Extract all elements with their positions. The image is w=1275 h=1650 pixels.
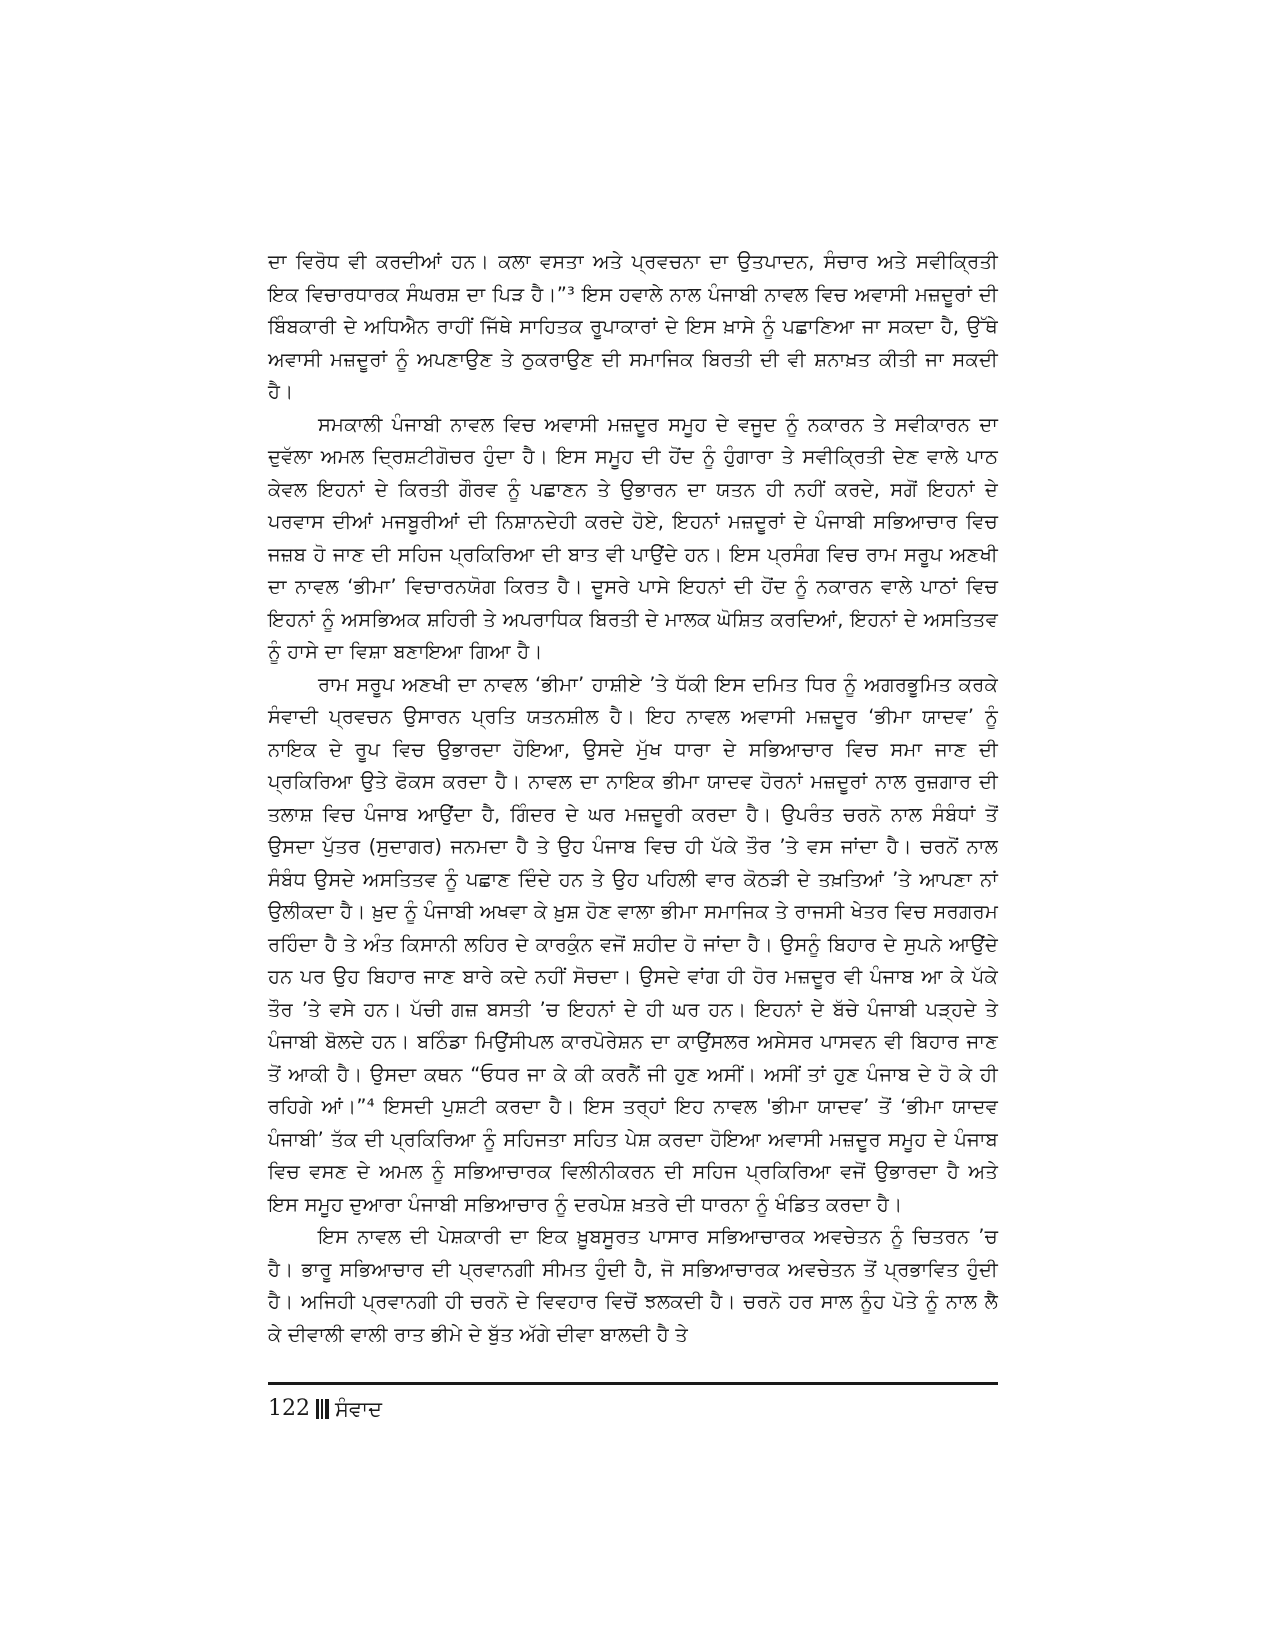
separator-bars-icon [316,1398,329,1420]
footer-divider [268,1382,998,1385]
page-footer [268,1394,382,1424]
journal-title: ਸੰਵਾਦ [335,1397,383,1421]
page-number: 122 [268,1396,310,1421]
paragraph: ਇਸ ਨਾਵਲ ਦੀ ਪੇਸ਼ਕਾਰੀ ਦਾ ਇਕ ਖ਼ੂਬਸੂਰਤ ਪਾਸਾਰ ਸਭਿਆਚਾਰਕ ਅਵਚੇਤਨ ਨੂੰ ਚਿਤਰਨ ’ਚ ਹੈ। ਭਾਰੂ ਸਭਿਆਚਾਰ ਦੀ ਪ੍ਰਵਾਨਗੀ ਸੀਮਤ ਹੁੰਦੀ ਹੈ, ਜੋ ਸਭਿਆਚਾਰਕ ਅਵਚੇਤਨ ਤੋਂ ਪ੍ਰਭਾਵਿਤ ਹੁੰਦੀ ਹੈ। ਅਜਿਹੀ ਪ੍ਰਵਾਨਗੀ ਹੀ ਚਰਨੋ ਦੇ ਵਿਵਹਾਰ ਵਿਚੋਂ ਝਲਕਦੀ ਹੈ। ਚਰਨੋ ਹਰ ਸਾਲ ਨੂੰਹ ਪੋਤੇ ਨੂੰ ਨਾਲ ਲੈ ਕੇ ਦੀਵਾਲੀ ਵਾਲੀ ਰਾਤ ਭੀਮੇ ਦੇ ਬੁੱਤ ਅੱਗੇ ਦੀਵਾ ਬਾਲਦੀ ਹੈ ਤੇ [268,1225,998,1346]
paragraph: ਸਮਕਾਲੀ ਪੰਜਾਬੀ ਨਾਵਲ ਵਿਚ ਅਵਾਸੀ ਮਜ਼ਦੂਰ ਸਮੂਹ ਦੇ ਵਜੂਦ ਨੂੰ ਨਕਾਰਨ ਤੇ ਸਵੀਕਾਰਨ ਦਾ ਦੁਵੱਲਾ ਅਮਲ ਦ੍ਰਿਸ਼ਟੀਗੋਚਰ ਹੁੰਦਾ ਹੈ। ਇਸ ਸਮੂਹ ਦੀ ਹੋਂਦ ਨੂੰ ਹੁੰਗਾਰਾ ਤੇ ਸਵੀਕ੍ਰਿਤੀ ਦੇਣ ਵਾਲੇ ਪਾਠ ਕੇਵਲ ਇਹਨਾਂ ਦੇ ਕਿਰਤੀ ਗੌਰਵ ਨੂੰ ਪਛਾਣਨ ਤੇ ਉਭਾਰਨ ਦਾ ਯਤਨ ਹੀ ਨਹੀਂ ਕਰਦੇ, ਸਗੋਂ ਇਹਨਾਂ ਦੇ ਪਰਵਾਸ ਦੀਆਂ ਮਜਬੂਰੀਆਂ ਦੀ ਨਿਸ਼ਾਨਦੇਹੀ ਕਰਦੇ ਹੋਏ, ਇਹਨਾਂ ਮਜ਼ਦੂਰਾਂ ਦੇ ਪੰਜਾਬੀ ਸਭਿਆਚਾਰ ਵਿਚ ਜਜ਼ਬ ਹੋ ਜਾਣ ਦੀ ਸਹਿਜ ਪ੍ਰਕਿਰਿਆ ਦੀ ਬਾਤ ਵੀ ਪਾਉਂਦੇ ਹਨ। ਇਸ ਪ੍ਰਸੰਗ ਵਿਚ ਰਾਮ ਸਰੂਪ ਅਣਖੀ ਦਾ ਨਾਵਲ ‘ਭੀਮਾ’ ਵਿਚਾਰਨਯੋਗ ਕਿਰਤ ਹੈ। ਦੂਸਰੇ ਪਾਸੇ ਇਹਨਾਂ ਦੀ ਹੋਂਦ ਨੂੰ ਨਕਾਰਨ ਵਾਲੇ ਪਾਠਾਂ ਵਿਚ ਇਹਨਾਂ ਨੂੰ ਅਸਭਿਅਕ ਸ਼ਹਿਰੀ ਤੇ ਅਪਰਾਧਿਕ ਬਿਰਤੀ ਦੇ ਮਾਲਕ ਘੋਸ਼ਿਤ ਕਰਦਿਆਂ, ਇਹਨਾਂ ਦੇ ਅਸਤਿਤਵ ਨੂੰ ਹਾਸੇ ਦਾ ਵਿਸ਼ਾ ਬਣਾਇਆ ਗਿਆ ਹੈ। [268,412,998,663]
body-text [268,246,998,1351]
paragraph-continued: ਦਾ ਵਿਰੋਧ ਵੀ ਕਰਦੀਆਂ ਹਨ। ਕਲਾ ਵਸਤਾ ਅਤੇ ਪ੍ਰਵਚਨਾ ਦਾ ਉਤਪਾਦਨ, ਸੰਚਾਰ ਅਤੇ ਸਵੀਕ੍ਰਿਤੀ ਇਕ ਵਿਚਾਰਧਾਰਕ ਸੰਘਰਸ਼ ਦਾ ਪਿੜ ਹੈ।”³ ਇਸ ਹਵਾਲੇ ਨਾਲ ਪੰਜਾਬੀ ਨਾਵਲ ਵਿਚ ਅਵਾਸੀ ਮਜ਼ਦੂਰਾਂ ਦੀ ਬਿੰਬਕਾਰੀ ਦੇ ਅਧਿਐਨ ਰਾਹੀਂ ਜਿੱਥੇ ਸਾਹਿਤਕ ਰੂਪਾਕਾਰਾਂ ਦੇ ਇਸ ਖ਼ਾਸੇ ਨੂੰ ਪਛਾਣਿਆ ਜਾ ਸਕਦਾ ਹੈ, ਉੱਥੇ ਅਵਾਸੀ ਮਜ਼ਦੂਰਾਂ ਨੂੰ ਅਪਣਾਉਣ ਤੇ ਠੁਕਰਾਉਣ ਦੀ ਸਮਾਜਿਕ ਬਿਰਤੀ ਦੀ ਵੀ ਸ਼ਨਾਖ਼ਤ ਕੀਤੀ ਜਾ ਸਕਦੀ ਹੈ। [268,250,998,403]
paragraph: ਰਾਮ ਸਰੂਪ ਅਣਖੀ ਦਾ ਨਾਵਲ ‘ਭੀਮਾ’ ਹਾਸ਼ੀਏ ’ਤੇ ਧੱਕੀ ਇਸ ਦਮਿਤ ਧਿਰ ਨੂੰ ਅਗਰਭੂਮਿਤ ਕਰਕੇ ਸੰਵਾਦੀ ਪ੍ਰਵਚਨ ਉਸਾਰਨ ਪ੍ਰਤਿ ਯਤਨਸ਼ੀਲ ਹੈ। ਇਹ ਨਾਵਲ ਅਵਾਸੀ ਮਜ਼ਦੂਰ ‘ਭੀਮਾ ਯਾਦਵ’ ਨੂੰ ਨਾਇਕ ਦੇ ਰੂਪ ਵਿਚ ਉਭਾਰਦਾ ਹੋਇਆ, ਉਸਦੇ ਮੁੱਖ ਧਾਰਾ ਦੇ ਸਭਿਆਚਾਰ ਵਿਚ ਸਮਾ ਜਾਣ ਦੀ ਪ੍ਰਕਿਰਿਆ ਉਤੇ ਫੋਕਸ ਕਰਦਾ ਹੈ। ਨਾਵਲ ਦਾ ਨਾਇਕ ਭੀਮਾ ਯਾਦਵ ਹੋਰਨਾਂ ਮਜ਼ਦੂਰਾਂ ਨਾਲ ਰੁਜ਼ਗਾਰ ਦੀ ਤਲਾਸ਼ ਵਿਚ ਪੰਜਾਬ ਆਉਂਦਾ ਹੈ, ਗਿੰਦਰ ਦੇ ਘਰ ਮਜ਼ਦੂਰੀ ਕਰਦਾ ਹੈ। ਉਪਰੰਤ ਚਰਨੋ ਨਾਲ ਸੰਬੰਧਾਂ ਤੋਂ ਉਸਦਾ ਪੁੱਤਰ (ਸੁਦਾਗਰ) ਜਨਮਦਾ ਹੈ ਤੇ ਉਹ ਪੰਜਾਬ ਵਿਚ ਹੀ ਪੱਕੇ ਤੌਰ ’ਤੇ ਵਸ ਜਾਂਦਾ ਹੈ। ਚਰਨੋਂ ਨਾਲ ਸੰਬੰਧ ਉਸਦੇ ਅਸਤਿਤਵ ਨੂੰ ਪਛਾਣ ਦਿੰਦੇ ਹਨ ਤੇ ਉਹ ਪਹਿਲੀ ਵਾਰ ਕੋਠੜੀ ਦੇ ਤਖ਼ਤਿਆਂ ’ਤੇ ਆਪਣਾ ਨਾਂ ਉਲੀਕਦਾ ਹੈ। ਖ਼ੁਦ ਨੂੰ ਪੰਜਾਬੀ ਅਖਵਾ ਕੇ ਖ਼ੁਸ਼ ਹੋਣ ਵਾਲਾ ਭੀਮਾ ਸਮਾਜਿਕ ਤੇ ਰਾਜਸੀ ਖੇਤਰ ਵਿਚ ਸਰਗਰਮ ਰਹਿੰਦਾ ਹੈ ਤੇ ਅੰਤ ਕਿਸਾਨੀ ਲਹਿਰ ਦੇ ਕਾਰਕੁੰਨ ਵਜੋਂ ਸ਼ਹੀਦ ਹੋ ਜਾਂਦਾ ਹੈ। ਉਸਨੂੰ ਬਿਹਾਰ ਦੇ ਸੁਪਨੇ ਆਉਂਦੇ ਹਨ ਪਰ ਉਹ ਬਿਹਾਰ ਜਾਣ ਬਾਰੇ ਕਦੇ ਨਹੀਂ ਸੋਚਦਾ। ਉਸਦੇ ਵਾਂਗ ਹੀ ਹੋਰ ਮਜ਼ਦੂਰ ਵੀ ਪੰਜਾਬ ਆ ਕੇ ਪੱਕੇ ਤੌਰ ’ਤੇ ਵਸੇ ਹਨ। ਪੱਚੀ ਗਜ਼ ਬਸਤੀ ’ਚ ਇਹਨਾਂ ਦੇ ਹੀ ਘਰ ਹਨ। ਇਹਨਾਂ ਦੇ ਬੱਚੇ ਪੰਜਾਬੀ ਪੜ੍ਹਦੇ ਤੇ ਪੰਜਾਬੀ ਬੋਲਦੇ ਹਨ। ਬਠਿੰਡਾ ਮਿਉਂਸੀਪਲ ਕਾਰਪੋਰੇਸ਼ਨ ਦਾ ਕਾਉਂਸਲਰ ਅਸੇਸਰ ਪਾਸਵਨ ਵੀ ਬਿਹਾਰ ਜਾਣ ਤੋਂ ਆਕੀ ਹੈ। ਉਸਦਾ ਕਥਨ “ਓਧਰ ਜਾ ਕੇ ਕੀ ਕਰਨੈਂ ਜੀ ਹੁਣ ਅਸੀਂ। ਅਸੀਂ ਤਾਂ ਹੁਣ ਪੰਜਾਬ ਦੇ ਹੋ ਕੇ ਹੀ ਰਹਿਗੇ ਆਂ।”⁴ ਇਸਦੀ ਪੁਸ਼ਟੀ ਕਰਦਾ ਹੈ। ਇਸ ਤਰ੍ਹਾਂ ਇਹ ਨਾਵਲ 'ਭੀਮਾ ਯਾਦਵ’ ਤੋਂ ‘ਭੀਮਾ ਯਾਦਵ ਪੰਜਾਬੀ’ ਤੱਕ ਦੀ ਪ੍ਰਕਿਰਿਆ ਨੂੰ ਸਹਿਜਤਾ ਸਹਿਤ ਪੇਸ਼ ਕਰਦਾ ਹੋਇਆ ਅਵਾਸੀ ਮਜ਼ਦੂਰ ਸਮੂਹ ਦੇ ਪੰਜਾਬ ਵਿਚ ਵਸਣ ਦੇ ਅਮਲ ਨੂੰ ਸਭਿਆਚਾਰਕ ਵਿਲੀਨੀਕਰਨ ਦੀ ਸਹਿਜ ਪ੍ਰਕਿਰਿਆ ਵਜੋਂ ਉਭਾਰਦਾ ਹੈ ਅਤੇ ਇਸ ਸਮੂਹ ਦੁਆਰਾ ਪੰਜਾਬੀ ਸਭਿਆਚਾਰ ਨੂੰ ਦਰਪੇਸ਼ ਖ਼ਤਰੇ ਦੀ ਧਾਰਨਾ ਨੂੰ ਖੰਡਿਤ ਕਰਦਾ ਹੈ। [268,672,998,1216]
